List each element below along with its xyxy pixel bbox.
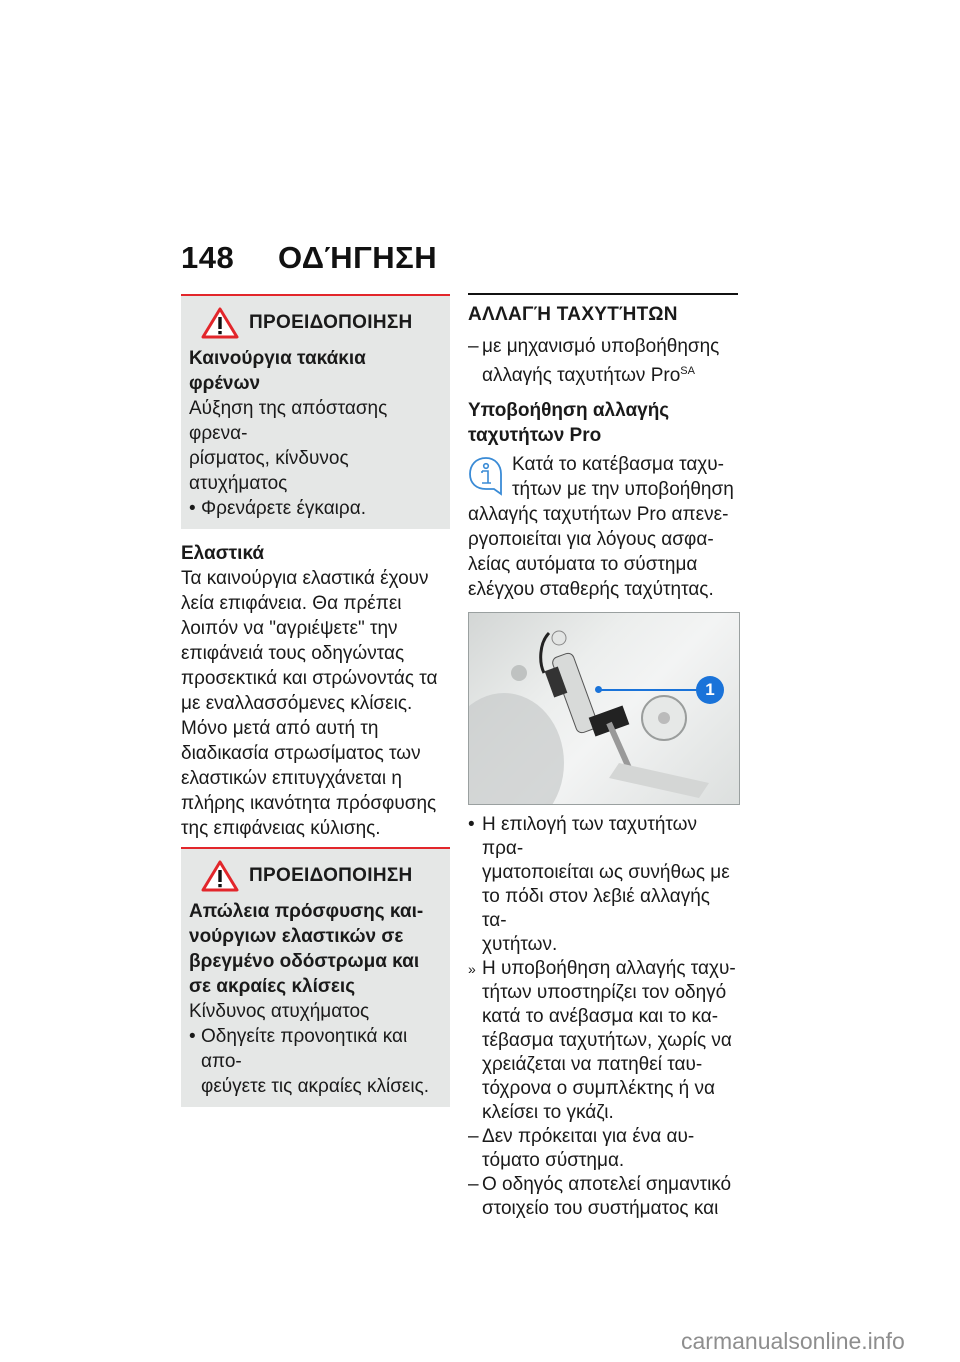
left-column bbox=[181, 294, 450, 1107]
callout-badge: 1 bbox=[696, 676, 724, 704]
bullet-icon: • bbox=[189, 1026, 196, 1047]
warning-bullet: • Φρενάρετε έγκαιρα. bbox=[189, 498, 366, 519]
tyres-text: Τα καινούργια ελαστικά έχουν λεία επιφάνεια. Θα πρέπει λοιπόν να "αγριέψετε" την επιφάνειά τους οδηγώντας προσεκτικά και στρώνοντάς τα με εναλλασσόμενες κλίσεις. Μόνο μετά από αυτή τη διαδικασία στρωσίματος των ελαστικών επιτυγχάνεται η πλήρης ικανότητα πρόσφυσης της επιφάνειας κύλισης. bbox=[181, 568, 438, 839]
tyres-section bbox=[181, 541, 450, 841]
result-item: » Η υποβοήθηση αλλαγής ταχυ- τήτων υποστηρίζει τον οδηγό κατά το ανέβασμα και το κα- τέβασμα ταχυτήτων, χωρίς να χρειάζεται να πατηθεί ταυ- τόχρονα ο συμπλέκτης ή να κλείσει το γκάζι. bbox=[468, 958, 736, 1123]
warning-text: Κίνδυνος ατυχήματος bbox=[189, 1001, 370, 1022]
result-arrow-icon: » bbox=[468, 961, 476, 977]
warning-triangle-icon bbox=[201, 307, 239, 339]
dash-icon: – bbox=[468, 1126, 479, 1147]
dash-item: – Ο οδηγός αποτελεί σημαντικό στοιχείο του συστήματος και bbox=[468, 1174, 732, 1219]
dash-icon: – bbox=[468, 336, 479, 357]
sa-superscript: SA bbox=[680, 365, 695, 377]
dash-icon: – bbox=[468, 1174, 479, 1195]
warning-box-brake-pads bbox=[181, 294, 450, 529]
quickshifter-illustration bbox=[469, 613, 739, 804]
warning-box-traction bbox=[181, 847, 450, 1107]
info-note: Κατά το κατέβασμα ταχυ- τήτων με την υποβοήθηση αλλαγής ταχυτήτων Pro απενε- ργοποιείται για λόγους ασφα- λείας αυτόματα το σύστημα ελέγχου σταθερής ταχύτητας. bbox=[468, 454, 734, 600]
bullet-dot-icon: • bbox=[468, 814, 475, 835]
warning-label: ΠΡΟΕΙΔΟΠΟΙΗΣΗ bbox=[249, 312, 413, 333]
warning-triangle-icon bbox=[201, 860, 239, 892]
bullet-icon: • bbox=[189, 498, 196, 519]
variant-note: – με μηχανισμό υποβοήθησης αλλαγής ταχυτήτων Pro$^{SA}$ bbox=[468, 336, 720, 386]
warning-text: Αύξηση της απόστασης φρενα- ρίσματος, κίνδυνος ατυχήματος bbox=[189, 398, 388, 494]
warning-subtitle: Απώλεια πρόσφυσης και- νούργιων ελαστικών σε βρεγμένο οδόστρωμα και σε ακραίες κλίσεις bbox=[189, 901, 424, 997]
quickshifter-figure bbox=[468, 612, 740, 805]
tyres-title: Ελαστικά bbox=[181, 543, 265, 564]
section-heading: ΑΛΛΑΓΉ ΤΑΧΥΤΉΤΩΝ bbox=[468, 304, 678, 325]
watermark-link[interactable]: carmanualsonline.info bbox=[681, 1328, 905, 1354]
warning-subtitle: Καινούργια τακάκια φρένων bbox=[189, 348, 366, 394]
info-icon bbox=[468, 456, 504, 496]
subheading: Υποβοήθηση αλλαγής ταχυτήτων Pro bbox=[468, 400, 670, 446]
warning-bullet: • Οδηγείτε προνοητικά και απο- φεύγετε τις ακραίες κλίσεις. bbox=[189, 1026, 430, 1097]
instruction-bullet: • Η επιλογή των ταχυτήτων πρα- γματοποιείται ως συνήθως με το πόδι στον λεβιέ αλλαγής τα- χυτήτων. bbox=[468, 814, 730, 955]
section-title: ΟΔΉΓΗΣΗ bbox=[278, 240, 438, 275]
page-number: 148 bbox=[181, 240, 235, 275]
callout-line bbox=[599, 689, 697, 691]
dash-item: – Δεν πρόκειται για ένα αυ- τόματο σύστημα. bbox=[468, 1126, 695, 1171]
section-rule bbox=[468, 293, 738, 295]
warning-label: ΠΡΟΕΙΔΟΠΟΙΗΣΗ bbox=[249, 865, 413, 886]
right-column bbox=[468, 293, 738, 1221]
